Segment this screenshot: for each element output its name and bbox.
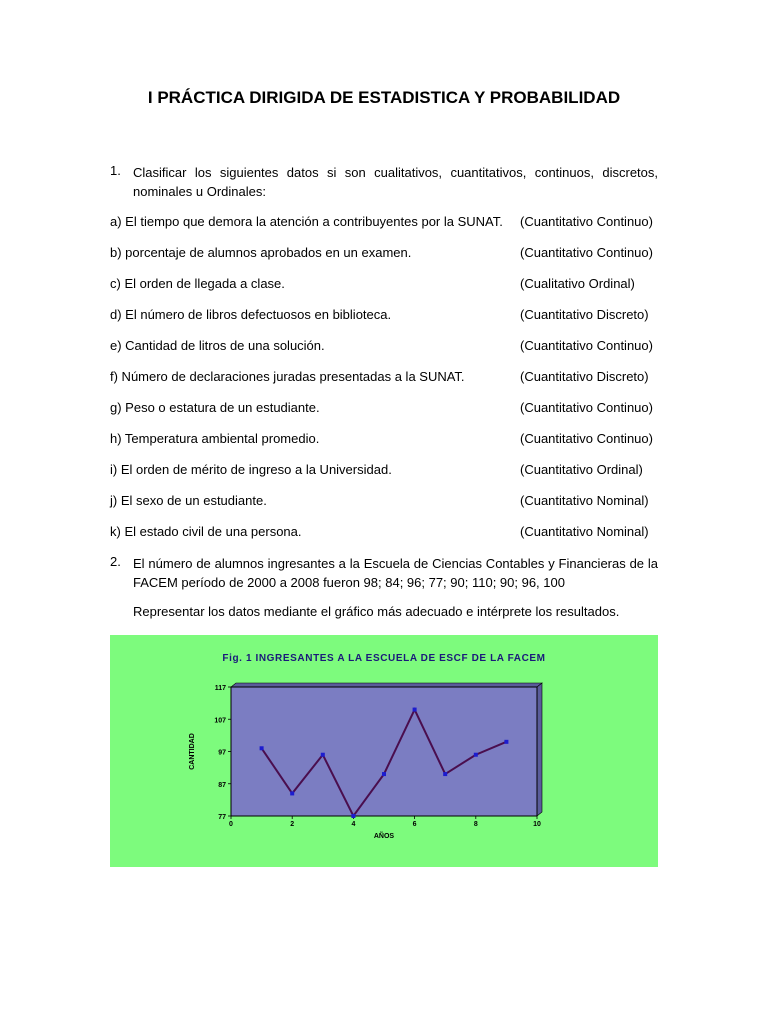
item-text: i) El orden de mérito de ingreso a la Universidad. xyxy=(110,462,392,477)
y-axis-label: CANTIDAD xyxy=(189,733,196,770)
item-classification: (Cualitativo Ordinal) xyxy=(520,276,635,291)
plot-top-edge xyxy=(231,683,542,687)
y-tick-label: 77 xyxy=(218,814,226,821)
y-tick-label: 107 xyxy=(214,717,226,725)
data-point xyxy=(443,772,447,776)
item-text: c) El orden de llegada a clase. xyxy=(110,276,285,291)
question-1-text: Clasificar los siguientes datos si son cualitativos, cuantitativos, continuos, discretos, nominales u Ordinales: xyxy=(133,165,658,199)
chart-title: Fig. 1 INGRESANTES A LA ESCUELA DE ESCF DE LA FACEM xyxy=(222,653,546,664)
item-classification: (Cuantitativo Continuo) xyxy=(520,400,653,415)
item-text: e) Cantidad de litros de una solución. xyxy=(110,338,325,353)
question-2-number: 2. xyxy=(110,554,121,569)
list-item xyxy=(110,431,670,449)
list-item xyxy=(110,369,670,387)
data-point xyxy=(504,740,508,744)
item-text: a) El tiempo que demora la atención a contribuyentes por la SUNAT. xyxy=(110,214,503,229)
x-tick-label: 4 xyxy=(351,821,356,828)
x-tick-label: 2 xyxy=(290,821,295,828)
item-classification: (Cuantitativo Continuo) xyxy=(520,431,653,446)
plot-side-edge xyxy=(537,683,542,816)
data-point xyxy=(382,772,386,776)
line-chart xyxy=(110,635,658,867)
data-point xyxy=(290,791,294,795)
x-tick-label: 8 xyxy=(473,821,478,828)
data-point xyxy=(351,814,355,818)
list-item xyxy=(110,338,670,356)
page-title: I PRÁCTICA DIRIGIDA DE ESTADISTICA Y PROBABILIDAD xyxy=(147,88,621,107)
chart-container xyxy=(110,635,658,867)
item-text: k) El estado civil de una persona. xyxy=(110,524,302,539)
item-classification: (Cuantitativo Continuo) xyxy=(520,245,653,260)
list-item xyxy=(110,214,670,232)
item-classification: (Cuantitativo Nominal) xyxy=(520,493,649,508)
data-point xyxy=(260,746,264,750)
item-classification: (Cuantitativo Ordinal) xyxy=(520,462,643,477)
list-item xyxy=(110,400,670,418)
x-tick-label: 0 xyxy=(229,821,233,828)
item-text: h) Temperatura ambiental promedio. xyxy=(110,431,320,446)
item-text: b) porcentaje de alumnos aprobados en un examen. xyxy=(110,245,412,260)
item-classification: (Cuantitativo Continuo) xyxy=(520,338,653,353)
list-item xyxy=(110,307,670,325)
list-item xyxy=(110,493,670,511)
list-item xyxy=(110,462,670,480)
y-tick-label: 117 xyxy=(214,685,226,692)
question-2-instruction: Representar los datos mediante el gráfico más adecuado e intérprete los resultados. xyxy=(133,604,620,619)
item-classification: (Cuantitativo Nominal) xyxy=(520,524,649,539)
item-classification: (Cuantitativo Discreto) xyxy=(520,307,649,322)
plot-area xyxy=(231,687,537,816)
item-text: j) El sexo de un estudiante. xyxy=(110,493,267,508)
data-point xyxy=(321,753,325,757)
y-tick-label: 87 xyxy=(218,781,226,789)
question-2-text: El número de alumnos ingresantes a la Escuela de Ciencias Contables y Financieras de la FACEM período de 2000 a 2008 fueron 98; 84; 96; 77; 90; 110; 90; 96, 100 xyxy=(133,556,658,590)
data-point xyxy=(474,753,478,757)
list-item xyxy=(110,276,670,294)
x-tick-label: 10 xyxy=(533,821,541,828)
data-point xyxy=(413,708,417,712)
item-text: d) El número de libros defectuosos en biblioteca. xyxy=(110,307,392,322)
item-classification: (Cuantitativo Continuo) xyxy=(520,214,653,229)
question-1 xyxy=(110,163,658,201)
x-axis-label: AÑOS xyxy=(373,833,395,840)
y-tick-label: 97 xyxy=(218,749,226,757)
item-text: f) Número de declaraciones juradas presentadas a la SUNAT. xyxy=(110,369,465,384)
item-classification: (Cuantitativo Discreto) xyxy=(520,369,649,384)
list-item xyxy=(110,524,670,542)
question-1-number: 1. xyxy=(110,163,121,178)
x-tick-label: 6 xyxy=(412,821,417,828)
question-2 xyxy=(110,554,658,592)
item-text: g) Peso o estatura de un estudiante. xyxy=(110,400,320,415)
list-item xyxy=(110,245,670,263)
